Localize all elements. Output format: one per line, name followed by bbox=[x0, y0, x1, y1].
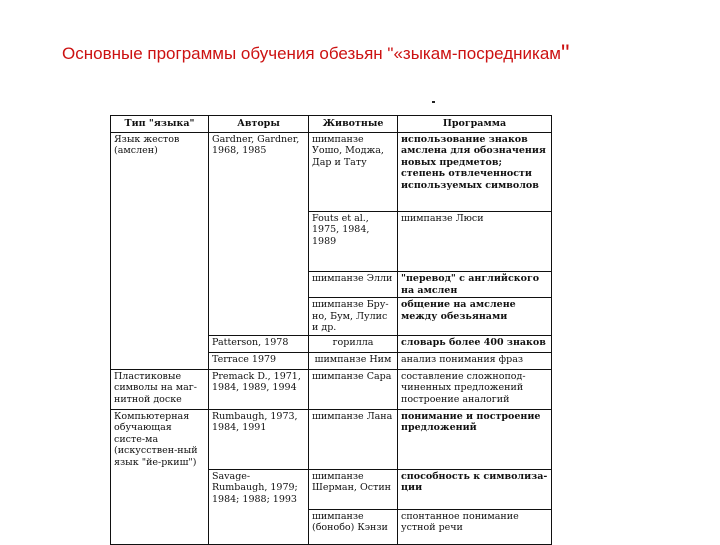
cell-program-complex-sentences: составление сложнопод-чиненных предложений построение аналогий bbox=[398, 369, 552, 409]
table-row bbox=[111, 409, 552, 469]
cell-animals-sherman-austin: шимпанзе Шерман, Остин bbox=[309, 469, 398, 509]
cell-program-translation: "перевод" с английского на амслен bbox=[398, 272, 552, 298]
cell-animals-lucy: шимпанзе Люси bbox=[398, 211, 552, 272]
cell-program-symbolization: способность к символиза-ции bbox=[398, 469, 552, 509]
cell-animals-bruno: шимпанзе Бру-но, Бум, Лулис и др. bbox=[309, 298, 398, 336]
cell-animals-lana: шимпанзе Лана bbox=[309, 409, 398, 469]
table-header-row bbox=[111, 116, 552, 133]
header-type: Тип "языка" bbox=[111, 116, 209, 133]
header-animals: Животные bbox=[309, 116, 398, 133]
cell-animals-sarah: шимпанзе Сара bbox=[309, 369, 398, 409]
cell-animals-kanzi: шимпанзе (бонобо) Кэнзи bbox=[309, 509, 398, 544]
cell-animals-ellie: шимпанзе Элли bbox=[309, 272, 398, 298]
cell-program-communication: общение на амслене между обезьянами bbox=[398, 298, 552, 336]
cell-animals-washoe: шимпанзе Уошо, Моджа, Дар и Тату bbox=[309, 132, 398, 211]
cell-authors-savage-rumbaugh: Savage-Rumbaugh, 1979; 1984; 1988; 1993 bbox=[209, 469, 309, 544]
slide-title-text: Основные программы обучения обезьян "«зыкам-посредникам bbox=[62, 44, 561, 63]
cell-program-ameslan-signs: использование знаков амслена для обозначения новых предметов; степень отвлеченности используемых символов bbox=[398, 132, 552, 211]
slide-title-trailing-quote: " bbox=[561, 40, 570, 67]
cell-program-vocabulary: словарь более 400 знаков bbox=[398, 335, 552, 352]
table-row bbox=[111, 369, 552, 409]
cell-program-speech-comprehension: спонтанное понимание устной речи bbox=[398, 509, 552, 544]
cell-authors-gardner: Gardner, Gardner, 1968, 1985 bbox=[209, 132, 309, 335]
cell-program-phrase-analysis: анализ понимания фраз bbox=[398, 352, 552, 369]
programs-table bbox=[110, 115, 552, 545]
cell-authors-rumbaugh: Rumbaugh, 1973, 1984, 1991 bbox=[209, 409, 309, 469]
cell-authors-terrace: Terrace 1979 bbox=[209, 352, 309, 369]
cell-program-sentence-building: понимание и построение предложений bbox=[398, 409, 552, 469]
cell-animals-gorilla: горилла bbox=[309, 335, 398, 352]
cell-type-plastic-symbols: Пластиковые символы на маг-нитной доске bbox=[111, 369, 209, 409]
cell-authors-premack: Premack D., 1971, 1984, 1989, 1994 bbox=[209, 369, 309, 409]
scan-speck bbox=[432, 101, 435, 103]
table-row bbox=[111, 132, 552, 211]
header-authors: Авторы bbox=[209, 116, 309, 133]
cell-authors-patterson: Patterson, 1978 bbox=[209, 335, 309, 352]
slide-title bbox=[62, 40, 702, 68]
header-program: Программа bbox=[398, 116, 552, 133]
cell-animals-nim: шимпанзе Ним bbox=[309, 352, 398, 369]
cell-type-sign-language: Язык жестов (амслен) bbox=[111, 132, 209, 369]
cell-authors-fouts: Fouts et al., 1975, 1984, 1989 bbox=[309, 211, 398, 272]
cell-type-computer-system: Компьютерная обучающая систе-ма (искусствен-ный язык "йе-ркиш") bbox=[111, 409, 209, 544]
